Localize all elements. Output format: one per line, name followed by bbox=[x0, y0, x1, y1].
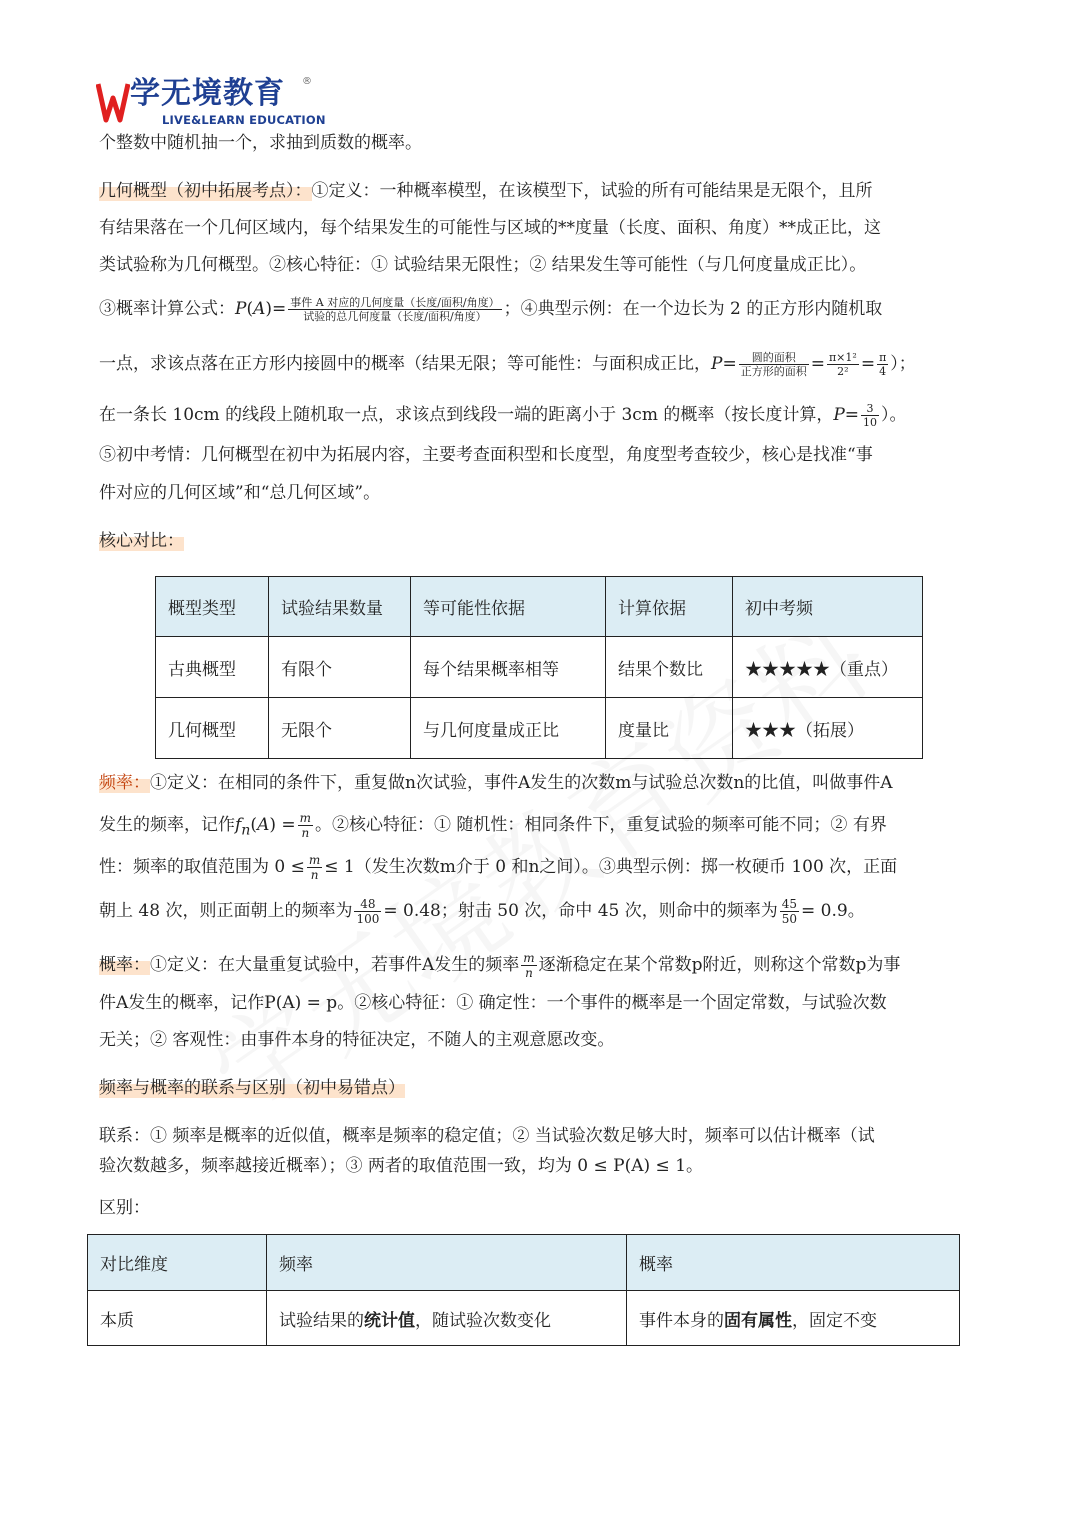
section-heading-compare: 核心对比： bbox=[99, 531, 184, 551]
text-line bbox=[99, 529, 184, 553]
text-line-formula: 一点，求该点落在正方形内接圆中的概率（结果无限；等可能性：与面积成正比，P= $\frac{\text{圆的面积}}{\text{正方形的面积}}$ = $\frac{\text{π×1²}}{\text{2²}}$ = $\frac{\pi}{4}$ ）； bbox=[99, 351, 916, 378]
table-cell: ★★★（拓展） bbox=[733, 698, 923, 759]
text-line: 件对应的几何区域”和“总几何区域”。 bbox=[99, 483, 381, 503]
table-cell: 结果个数比 bbox=[606, 637, 733, 698]
table-header-cell: 计算依据 bbox=[606, 577, 733, 637]
text-line-formula: 发生的频率，记作$f_n(A)$ = $\frac{m}{n}$ 。②核心特征：① 随机性：相同条件下，重复试验的频率可能不同；② 有界 bbox=[99, 811, 887, 840]
table-header-cell: 初中考频 bbox=[733, 577, 923, 637]
difference-table bbox=[87, 1234, 960, 1346]
table-header-cell: 等可能性依据 bbox=[411, 577, 606, 637]
table-row bbox=[88, 1291, 960, 1346]
text-line: 区别： bbox=[99, 1198, 150, 1218]
table-cell: 无限个 bbox=[269, 698, 411, 759]
table-cell: 试验结果的统计值，随试验次数变化 bbox=[267, 1291, 627, 1346]
text-line-formula: 概率：①定义：在大量重复试验中，若事件A发生的频率 $\frac{m}{n}$ 逐渐稳定在某个常数p附近，则称这个常数p为事 bbox=[99, 951, 901, 980]
table-header-cell: 对比维度 bbox=[88, 1235, 267, 1291]
table-header-cell: 试验结果数量 bbox=[269, 577, 411, 637]
table-cell: 本质 bbox=[88, 1291, 267, 1346]
text-line: 验次数越多，频率越接近概率）；③ 两者的取值范围一致，均为 0 ≤ P(A) ≤ 1。 bbox=[99, 1156, 704, 1176]
brand-logo bbox=[96, 76, 326, 128]
text-line: 件A发生的概率，记作P(A) = p。②核心特征：① 确定性：一个事件的概率是一个固定常数，与试验次数 bbox=[99, 993, 887, 1013]
table-cell: 度量比 bbox=[606, 698, 733, 759]
text-line: 频率：①定义：在相同的条件下，重复做n次试验，事件A发生的次数m与试验总次数n的比值，叫做事件A bbox=[99, 773, 893, 793]
text-line-formula: 朝上 48 次，则正面朝上的频率为 $\frac{48}{100}$ = 0.48；射击 50 次，命中 45 次，则命中的频率为 $\frac{45}{50}$ = 0.9。 bbox=[99, 897, 865, 926]
fraction: $\frac{m}{n}$ bbox=[308, 853, 321, 882]
table-row bbox=[156, 698, 923, 759]
fraction: $\frac{\pi}{4}$ bbox=[879, 351, 887, 378]
comparison-table bbox=[155, 576, 923, 759]
text-line: 无关；② 客观性：由事件本身的特征决定，不随人的主观意愿改变。 bbox=[99, 1030, 615, 1050]
fraction: $\frac{m}{n}$ bbox=[299, 811, 312, 840]
text-line-formula: ③概率计算公式：P(A)= $\frac{\text{事件 A 对应的几何度量（长度/面积/角度）}}{\text{试验的总几何度量（长度/面积/角度）}}$ ；④典型示例：在一个边长为 2 的正方形内随机取 bbox=[99, 296, 883, 323]
table-header-cell: 频率 bbox=[267, 1235, 627, 1291]
table-cell: 几何概型 bbox=[156, 698, 269, 759]
table-row bbox=[156, 637, 923, 698]
fraction: $\frac{m}{n}$ bbox=[523, 951, 535, 980]
text-line: 类试验称为几何概型。②核心特征：① 试验结果无限性；② 结果发生等可能性（与几何度量成正比）。 bbox=[99, 255, 867, 275]
text-line bbox=[99, 1076, 405, 1100]
table-cell: 每个结果概率相等 bbox=[411, 637, 606, 698]
section-heading-relation: 频率与概率的联系与区别（初中易错点） bbox=[99, 1078, 405, 1098]
table-cell: 古典概型 bbox=[156, 637, 269, 698]
table-cell: 有限个 bbox=[269, 637, 411, 698]
table-header-cell: 概型类型 bbox=[156, 577, 269, 637]
text-line: 有结果落在一个几何区域内，每个结果发生的可能性与区域的**度量（长度、面积、角度）**成正比，这 bbox=[99, 218, 881, 238]
text-line: ⑤初中考情：几何概型在初中为拓展内容，主要考查面积型和长度型，角度型考查较少，核心是找准“事 bbox=[99, 445, 873, 465]
fraction: $\frac{\text{事件 A 对应的几何度量（长度/面积/角度）}}{\text{试验的总几何度量（长度/面积/角度）}}$ bbox=[290, 296, 500, 323]
fraction: $\frac{45}{50}$ bbox=[781, 897, 798, 926]
text-line-formula: 性：频率的取值范围为 0 ≤ $\frac{m}{n}$ ≤ 1（发生次数m介于 0 和n之间）。③典型示例：掷一枚硬币 100 次，正面 bbox=[99, 853, 898, 882]
logo-english-name: LIVE&LEARN EDUCATION bbox=[162, 113, 326, 127]
text-line: 个整数中随机抽一个，求抽到质数的概率。 bbox=[99, 133, 422, 153]
table-cell: 与几何度量成正比 bbox=[411, 698, 606, 759]
table-header-cell: 概率 bbox=[627, 1235, 960, 1291]
section-heading-geometric: 几何概型（初中拓展考点）： bbox=[99, 181, 312, 201]
logo-w-icon bbox=[96, 80, 130, 124]
fraction: $\frac{3}{10}$ bbox=[863, 402, 878, 429]
registered-mark: ® bbox=[302, 76, 312, 87]
fraction: $\frac{\text{π×1²}}{\text{2²}}$ bbox=[828, 351, 857, 378]
text-line-formula: 在一条长 10cm 的线段上随机取一点，求该点到线段一端的距离小于 3cm 的概率（按长度计算，P= $\frac{3}{10}$ ）。 bbox=[99, 402, 907, 429]
table-header-row bbox=[156, 577, 923, 637]
fraction: $\frac{\text{圆的面积}}{\text{正方形的面积}}$ bbox=[740, 351, 807, 378]
logo-chinese-name: 学无境教育 bbox=[130, 76, 285, 111]
text-line: 联系：① 频率是概率的近似值，概率是频率的稳定值；② 当试验次数足够大时，频率可以估计概率（试 bbox=[99, 1126, 875, 1146]
table-header-row bbox=[88, 1235, 960, 1291]
table-cell: ★★★★★（重点） bbox=[733, 637, 923, 698]
section-heading-probability: 概率： bbox=[99, 955, 150, 975]
table-cell: 事件本身的固有属性，固定不变 bbox=[627, 1291, 960, 1346]
text-line: 几何概型（初中拓展考点）：①定义：一种概率模型，在该模型下，试验的所有可能结果是无限个，且所 bbox=[99, 181, 873, 201]
section-heading-frequency: 频率： bbox=[99, 773, 150, 793]
fraction: $\frac{48}{100}$ bbox=[356, 897, 380, 926]
